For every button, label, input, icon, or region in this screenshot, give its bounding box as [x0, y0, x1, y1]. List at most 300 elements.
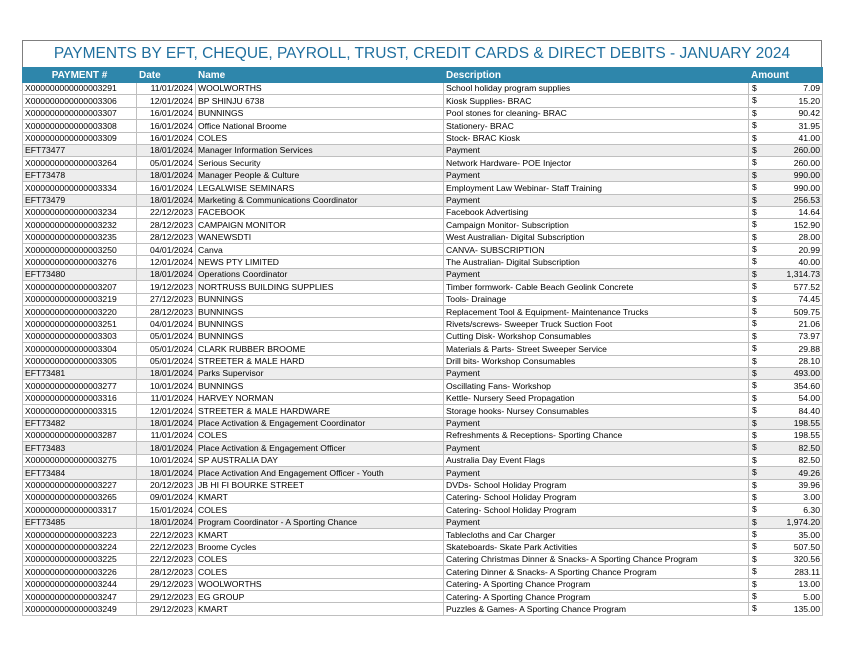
- cell-date: 27/12/2023: [137, 293, 196, 305]
- cell-amount: [749, 157, 823, 169]
- cell-name: COLES: [196, 504, 444, 516]
- cell-payment-number: EFT73479: [23, 194, 137, 206]
- currency-symbol: $: [752, 491, 757, 502]
- cell-amount: [749, 578, 823, 590]
- amount-value: 40.00: [798, 256, 820, 267]
- cell-description: CANVA- SUBSCRIPTION: [444, 244, 749, 256]
- cell-description: Payment: [444, 194, 749, 206]
- table-row: [23, 132, 823, 144]
- cell-payment-number: X000000000000003225: [23, 553, 137, 565]
- cell-description: Catering- A Sporting Chance Program: [444, 578, 749, 590]
- cell-date: 11/01/2024: [137, 392, 196, 404]
- amount-value: 39.96: [798, 479, 820, 490]
- cell-amount: [749, 169, 823, 181]
- cell-payment-number: X000000000000003250: [23, 244, 137, 256]
- cell-payment-number: EFT73480: [23, 268, 137, 280]
- table-row: [23, 206, 823, 218]
- cell-amount: [749, 244, 823, 256]
- cell-date: 16/01/2024: [137, 120, 196, 132]
- currency-symbol: $: [752, 467, 757, 478]
- cell-amount: [749, 553, 823, 565]
- cell-description: Campaign Monitor- Subscription: [444, 219, 749, 231]
- cell-name: BUNNINGS: [196, 306, 444, 318]
- cell-amount: [749, 405, 823, 417]
- table-row: [23, 120, 823, 132]
- table-row: [23, 367, 823, 379]
- cell-amount: [749, 144, 823, 156]
- cell-date: 16/01/2024: [137, 107, 196, 119]
- cell-date: 18/01/2024: [137, 144, 196, 156]
- cell-description: Timber formwork- Cable Beach Geolink Concrete: [444, 281, 749, 293]
- table-body: [23, 83, 823, 616]
- header-date: Date: [137, 68, 196, 83]
- amount-value: 577.52: [793, 281, 820, 292]
- cell-name: Parks Supervisor: [196, 367, 444, 379]
- cell-description: Storage hooks- Nursey Consumables: [444, 405, 749, 417]
- amount-value: 84.40: [798, 405, 820, 416]
- amount-value: 90.42: [798, 108, 820, 119]
- cell-amount: [749, 281, 823, 293]
- cell-name: STREETER & MALE HARDWARE: [196, 405, 444, 417]
- table-row: [23, 541, 823, 553]
- cell-description: Tablecloths and Car Charger: [444, 529, 749, 541]
- cell-description: Rivets/screws- Sweeper Truck Suction Foot: [444, 318, 749, 330]
- cell-description: Australia Day Event Flags: [444, 454, 749, 466]
- cell-date: 28/12/2023: [137, 306, 196, 318]
- cell-description: Payment: [444, 268, 749, 280]
- table-row: [23, 157, 823, 169]
- amount-value: 13.00: [798, 579, 820, 590]
- currency-symbol: $: [752, 479, 757, 490]
- cell-payment-number: X000000000000003315: [23, 405, 137, 417]
- cell-date: 09/01/2024: [137, 491, 196, 503]
- cell-payment-number: X000000000000003316: [23, 392, 137, 404]
- cell-description: Payment: [444, 516, 749, 528]
- cell-description: Cutting Disk- Workshop Consumables: [444, 330, 749, 342]
- cell-payment-number: X000000000000003234: [23, 206, 137, 218]
- cell-description: Payment: [444, 367, 749, 379]
- cell-date: 11/01/2024: [137, 83, 196, 95]
- table-row: [23, 219, 823, 231]
- cell-amount: [749, 83, 823, 95]
- currency-symbol: $: [752, 417, 757, 428]
- cell-name: BP SHINJU 6738: [196, 95, 444, 107]
- cell-description: The Australian- Digital Subscription: [444, 256, 749, 268]
- cell-description: Catering- School Holiday Program: [444, 504, 749, 516]
- table-row: [23, 194, 823, 206]
- cell-name: BUNNINGS: [196, 293, 444, 305]
- cell-name: CAMPAIGN MONITOR: [196, 219, 444, 231]
- cell-payment-number: X000000000000003265: [23, 491, 137, 503]
- cell-name: KMART: [196, 529, 444, 541]
- cell-payment-number: X000000000000003244: [23, 578, 137, 590]
- cell-name: KMART: [196, 603, 444, 615]
- cell-amount: [749, 380, 823, 392]
- cell-description: Drill bits- Workshop Consumables: [444, 355, 749, 367]
- currency-symbol: $: [752, 306, 757, 317]
- cell-date: 15/01/2024: [137, 504, 196, 516]
- cell-payment-number: X000000000000003251: [23, 318, 137, 330]
- amount-value: 29.88: [798, 343, 820, 354]
- amount-value: 54.00: [798, 393, 820, 404]
- cell-amount: [749, 194, 823, 206]
- cell-date: 12/01/2024: [137, 405, 196, 417]
- amount-value: 31.95: [798, 120, 820, 131]
- cell-amount: [749, 107, 823, 119]
- cell-date: 29/12/2023: [137, 591, 196, 603]
- table-row: [23, 429, 823, 441]
- currency-symbol: $: [752, 268, 757, 279]
- amount-value: 354.60: [793, 380, 820, 391]
- cell-date: 10/01/2024: [137, 454, 196, 466]
- cell-payment-number: X000000000000003276: [23, 256, 137, 268]
- table-row: [23, 169, 823, 181]
- cell-date: 28/12/2023: [137, 231, 196, 243]
- cell-name: Operations Coordinator: [196, 268, 444, 280]
- amount-value: 320.56: [793, 554, 820, 565]
- cell-date: 18/01/2024: [137, 367, 196, 379]
- table-row: [23, 281, 823, 293]
- amount-value: 1,974.20: [786, 517, 820, 528]
- currency-symbol: $: [752, 182, 757, 193]
- cell-date: 20/12/2023: [137, 479, 196, 491]
- cell-amount: [749, 182, 823, 194]
- table-row: [23, 83, 823, 95]
- cell-name: SP AUSTRALIA DAY: [196, 454, 444, 466]
- cell-date: 11/01/2024: [137, 429, 196, 441]
- cell-payment-number: X000000000000003226: [23, 566, 137, 578]
- cell-description: Materials & Parts- Street Sweeper Service: [444, 343, 749, 355]
- cell-date: 18/01/2024: [137, 268, 196, 280]
- amount-value: 14.64: [798, 207, 820, 218]
- table-row: [23, 306, 823, 318]
- cell-payment-number: EFT73477: [23, 144, 137, 156]
- cell-description: Stock- BRAC Kiosk: [444, 132, 749, 144]
- cell-payment-number: X000000000000003309: [23, 132, 137, 144]
- amount-value: 82.50: [798, 442, 820, 453]
- table-row: [23, 318, 823, 330]
- table-row: [23, 144, 823, 156]
- cell-payment-number: X000000000000003317: [23, 504, 137, 516]
- cell-date: 05/01/2024: [137, 330, 196, 342]
- cell-name: FACEBOOK: [196, 206, 444, 218]
- cell-name: KMART: [196, 491, 444, 503]
- table-row: [23, 343, 823, 355]
- cell-amount: [749, 95, 823, 107]
- cell-description: Payment: [444, 417, 749, 429]
- cell-amount: [749, 491, 823, 503]
- cell-date: 04/01/2024: [137, 318, 196, 330]
- cell-description: Payment: [444, 144, 749, 156]
- currency-symbol: $: [752, 566, 757, 577]
- cell-amount: [749, 454, 823, 466]
- cell-date: 12/01/2024: [137, 256, 196, 268]
- cell-payment-number: X000000000000003277: [23, 380, 137, 392]
- amount-value: 3.00: [803, 492, 820, 503]
- table-row: [23, 603, 823, 615]
- table-row: [23, 553, 823, 565]
- cell-date: 29/12/2023: [137, 578, 196, 590]
- cell-date: 18/01/2024: [137, 417, 196, 429]
- cell-amount: [749, 330, 823, 342]
- cell-payment-number: EFT73481: [23, 367, 137, 379]
- cell-payment-number: EFT73485: [23, 516, 137, 528]
- cell-name: Marketing & Communications Coordinator: [196, 194, 444, 206]
- cell-name: Place Activation & Engagement Officer: [196, 442, 444, 454]
- cell-payment-number: EFT73478: [23, 169, 137, 181]
- cell-date: 28/12/2023: [137, 219, 196, 231]
- cell-payment-number: X000000000000003307: [23, 107, 137, 119]
- currency-symbol: $: [752, 454, 757, 465]
- cell-date: 18/01/2024: [137, 169, 196, 181]
- table-row: [23, 516, 823, 528]
- amount-value: 20.99: [798, 244, 820, 255]
- amount-value: 15.20: [798, 95, 820, 106]
- table-row: [23, 504, 823, 516]
- amount-value: 152.90: [793, 219, 820, 230]
- cell-amount: [749, 231, 823, 243]
- currency-symbol: $: [752, 281, 757, 292]
- currency-symbol: $: [752, 603, 757, 614]
- header-description: Description: [444, 68, 749, 83]
- cell-description: Refreshments & Receptions- Sporting Chance: [444, 429, 749, 441]
- cell-payment-number: X000000000000003219: [23, 293, 137, 305]
- amount-value: 21.06: [798, 318, 820, 329]
- currency-symbol: $: [752, 157, 757, 168]
- cell-date: 16/01/2024: [137, 182, 196, 194]
- cell-description: Kiosk Supplies- BRAC: [444, 95, 749, 107]
- cell-payment-number: X000000000000003207: [23, 281, 137, 293]
- table-row: [23, 405, 823, 417]
- table-row: [23, 454, 823, 466]
- table-row: [23, 380, 823, 392]
- cell-description: Stationery- BRAC: [444, 120, 749, 132]
- currency-symbol: $: [752, 504, 757, 515]
- cell-date: 29/12/2023: [137, 603, 196, 615]
- cell-description: Network Hardware- POE Injector: [444, 157, 749, 169]
- cell-name: COLES: [196, 553, 444, 565]
- cell-amount: [749, 206, 823, 218]
- cell-amount: [749, 367, 823, 379]
- currency-symbol: $: [752, 219, 757, 230]
- cell-name: LEGALWISE SEMINARS: [196, 182, 444, 194]
- cell-name: Manager People & Culture: [196, 169, 444, 181]
- cell-amount: [749, 306, 823, 318]
- header-name: Name: [196, 68, 444, 83]
- currency-symbol: $: [752, 107, 757, 118]
- currency-symbol: $: [752, 244, 757, 255]
- table-row: [23, 392, 823, 404]
- cell-description: Replacement Tool & Equipment- Maintenance Trucks: [444, 306, 749, 318]
- currency-symbol: $: [752, 144, 757, 155]
- table-row: [23, 566, 823, 578]
- cell-payment-number: X000000000000003291: [23, 83, 137, 95]
- amount-value: 283.11: [794, 566, 820, 577]
- cell-date: 04/01/2024: [137, 244, 196, 256]
- cell-description: Employment Law Webinar- Staff Training: [444, 182, 749, 194]
- cell-description: Catering- A Sporting Chance Program: [444, 591, 749, 603]
- currency-symbol: $: [752, 578, 757, 589]
- amount-value: 28.00: [798, 232, 820, 243]
- currency-symbol: $: [752, 405, 757, 416]
- cell-payment-number: X000000000000003306: [23, 95, 137, 107]
- cell-amount: [749, 293, 823, 305]
- cell-amount: [749, 343, 823, 355]
- currency-symbol: $: [752, 516, 757, 527]
- cell-name: Program Coordinator - A Sporting Chance: [196, 516, 444, 528]
- cell-date: 18/01/2024: [137, 467, 196, 479]
- cell-description: Payment: [444, 467, 749, 479]
- cell-date: 19/12/2023: [137, 281, 196, 293]
- cell-amount: [749, 529, 823, 541]
- cell-payment-number: X000000000000003264: [23, 157, 137, 169]
- cell-description: West Australian- Digital Subscription: [444, 231, 749, 243]
- cell-date: 22/12/2023: [137, 206, 196, 218]
- cell-payment-number: EFT73483: [23, 442, 137, 454]
- cell-payment-number: X000000000000003224: [23, 541, 137, 553]
- cell-name: WOOLWORTHS: [196, 83, 444, 95]
- cell-payment-number: X000000000000003304: [23, 343, 137, 355]
- table-row: [23, 491, 823, 503]
- cell-payment-number: X000000000000003303: [23, 330, 137, 342]
- cell-description: Pool stones for cleaning- BRAC: [444, 107, 749, 119]
- cell-date: 05/01/2024: [137, 343, 196, 355]
- amount-value: 5.00: [803, 591, 820, 602]
- cell-name: JB HI FI BOURKE STREET: [196, 479, 444, 491]
- amount-value: 1,314.73: [786, 269, 820, 280]
- cell-payment-number: X000000000000003249: [23, 603, 137, 615]
- cell-payment-number: X000000000000003287: [23, 429, 137, 441]
- header-payment: PAYMENT #: [23, 68, 137, 83]
- currency-symbol: $: [752, 429, 757, 440]
- amount-value: 260.00: [793, 145, 820, 156]
- cell-name: Office National Broome: [196, 120, 444, 132]
- table-row: [23, 182, 823, 194]
- cell-amount: [749, 318, 823, 330]
- table-row: [23, 442, 823, 454]
- cell-name: Place Activation And Engagement Officer - Youth: [196, 467, 444, 479]
- amount-value: 82.50: [798, 455, 820, 466]
- cell-amount: [749, 268, 823, 280]
- cell-amount: [749, 355, 823, 367]
- table-row: [23, 231, 823, 243]
- cell-amount: [749, 417, 823, 429]
- cell-date: 16/01/2024: [137, 132, 196, 144]
- cell-date: 18/01/2024: [137, 516, 196, 528]
- table-row: [23, 95, 823, 107]
- currency-symbol: $: [752, 95, 757, 106]
- cell-name: NEWS PTY LIMITED: [196, 256, 444, 268]
- cell-date: 18/01/2024: [137, 442, 196, 454]
- cell-description: Facebook Advertising: [444, 206, 749, 218]
- cell-name: WOOLWORTHS: [196, 578, 444, 590]
- cell-amount: [749, 442, 823, 454]
- currency-symbol: $: [752, 318, 757, 329]
- currency-symbol: $: [752, 206, 757, 217]
- cell-amount: [749, 219, 823, 231]
- cell-amount: [749, 541, 823, 553]
- table-row: [23, 244, 823, 256]
- cell-name: CLARK RUBBER BROOME: [196, 343, 444, 355]
- table-row: [23, 591, 823, 603]
- cell-description: Payment: [444, 169, 749, 181]
- cell-date: 22/12/2023: [137, 553, 196, 565]
- cell-name: BUNNINGS: [196, 330, 444, 342]
- page-title: PAYMENTS BY EFT, CHEQUE, PAYROLL, TRUST, CREDIT CARDS & DIRECT DEBITS - JANUARY 2024: [22, 40, 822, 67]
- cell-name: HARVEY NORMAN: [196, 392, 444, 404]
- cell-description: Catering Dinner & Snacks- A Sporting Chance Program: [444, 566, 749, 578]
- cell-description: DVDs- School Holiday Program: [444, 479, 749, 491]
- cell-name: Broome Cycles: [196, 541, 444, 553]
- currency-symbol: $: [752, 367, 757, 378]
- cell-amount: [749, 429, 823, 441]
- table-row: [23, 293, 823, 305]
- cell-description: Catering- School Holiday Program: [444, 491, 749, 503]
- cell-amount: [749, 467, 823, 479]
- cell-name: COLES: [196, 132, 444, 144]
- currency-symbol: $: [752, 256, 757, 267]
- cell-name: WANEWSDTI: [196, 231, 444, 243]
- cell-description: Tools- Drainage: [444, 293, 749, 305]
- cell-amount: [749, 504, 823, 516]
- currency-symbol: $: [752, 169, 757, 180]
- cell-payment-number: EFT73482: [23, 417, 137, 429]
- cell-description: Catering Christmas Dinner & Snacks- A Sporting Chance Program: [444, 553, 749, 565]
- cell-name: COLES: [196, 566, 444, 578]
- cell-date: 28/12/2023: [137, 566, 196, 578]
- currency-symbol: $: [752, 380, 757, 391]
- currency-symbol: $: [752, 132, 757, 143]
- amount-value: 135.00: [793, 603, 820, 614]
- cell-name: Place Activation & Engagement Coordinator: [196, 417, 444, 429]
- amount-value: 990.00: [793, 182, 820, 193]
- table-row: [23, 417, 823, 429]
- amount-value: 74.45: [798, 294, 820, 305]
- amount-value: 507.50: [793, 541, 820, 552]
- amount-value: 198.55: [793, 430, 820, 441]
- table-row: [23, 578, 823, 590]
- cell-name: Serious Security: [196, 157, 444, 169]
- currency-symbol: $: [752, 529, 757, 540]
- cell-payment-number: X000000000000003223: [23, 529, 137, 541]
- currency-symbol: $: [752, 392, 757, 403]
- cell-date: 18/01/2024: [137, 194, 196, 206]
- cell-amount: [749, 516, 823, 528]
- cell-payment-number: X000000000000003247: [23, 591, 137, 603]
- cell-name: STREETER & MALE HARD: [196, 355, 444, 367]
- cell-date: 05/01/2024: [137, 355, 196, 367]
- table-row: [23, 467, 823, 479]
- currency-symbol: $: [752, 330, 757, 341]
- table-row: [23, 479, 823, 491]
- amount-value: 198.55: [793, 418, 820, 429]
- cell-payment-number: EFT73484: [23, 467, 137, 479]
- amount-value: 7.09: [803, 83, 820, 94]
- amount-value: 28.10: [798, 356, 820, 367]
- amount-value: 49.26: [798, 467, 820, 478]
- cell-payment-number: X000000000000003235: [23, 231, 137, 243]
- cell-date: 12/01/2024: [137, 95, 196, 107]
- amount-value: 41.00: [798, 133, 820, 144]
- table-header-row: [23, 68, 823, 83]
- cell-amount: [749, 603, 823, 615]
- cell-amount: [749, 392, 823, 404]
- cell-date: 10/01/2024: [137, 380, 196, 392]
- cell-description: Oscillating Fans- Workshop: [444, 380, 749, 392]
- cell-payment-number: X000000000000003227: [23, 479, 137, 491]
- cell-amount: [749, 120, 823, 132]
- cell-amount: [749, 591, 823, 603]
